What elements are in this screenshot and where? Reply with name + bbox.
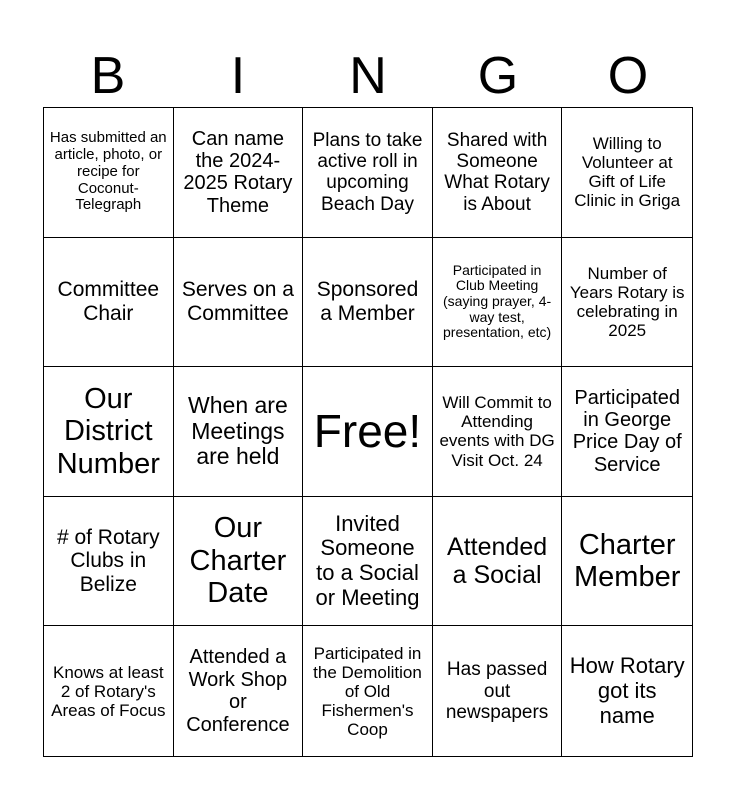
bingo-cell: Will Commit to Attending events with DG Visit Oct. 24	[433, 367, 563, 497]
bingo-cell: # of Rotary Clubs in Belize	[44, 497, 174, 627]
bingo-cell: Serves on a Committee	[174, 238, 304, 368]
header-letter-n: N	[349, 47, 387, 105]
bingo-cell: How Rotary got its name	[569, 653, 685, 728]
bingo-cell: Committee Chair	[44, 238, 174, 368]
bingo-cell: Knows at least 2 of Rotary's Areas of Focus	[44, 626, 174, 756]
free-space-cell: Free!	[303, 367, 433, 497]
bingo-cell: Shared with Someone What Rotary is About	[433, 108, 563, 238]
bingo-cell: Can name the 2024-2025 Rotary Theme	[174, 108, 304, 238]
bingo-cell: Invited Someone to a Social or Meeting	[303, 497, 433, 627]
bingo-cell: Participated in the Demolition of Old Fishermen's Coop	[303, 626, 433, 756]
header-letter-i: I	[230, 47, 246, 105]
bingo-cell: Number of Years Rotary is celebrating in 2025	[562, 238, 692, 368]
bingo-cell: Attended a Social	[433, 497, 563, 627]
header-letter-g: G	[477, 47, 519, 105]
bingo-cell: Charter Member	[562, 497, 692, 627]
bingo-cell: Has submitted an article, photo, or recipe for Coconut-Telegraph	[44, 108, 174, 238]
header-letter-o: O	[607, 47, 649, 105]
bingo-cell: Attended a Work Shop or Conference	[174, 626, 304, 756]
bingo-cell: Plans to take active roll in upcoming Beach Day	[303, 108, 433, 238]
bingo-cell: Willing to Volunteer at Gift of Life Clinic in Griga	[562, 108, 692, 238]
bingo-cell: Our District Number	[44, 367, 174, 497]
bingo-cell: Our Charter Date	[174, 497, 304, 627]
bingo-cell: When are Meetings are held	[174, 367, 304, 497]
bingo-cell: Has passed out newspapers	[433, 626, 563, 756]
bingo-header	[43, 44, 693, 108]
bingo-cell: Participated in George Price Day of Service	[562, 367, 692, 497]
bingo-cell: Sponsored a Member	[303, 238, 433, 368]
bingo-card-grid	[43, 107, 693, 757]
bingo-cell: Participated in Club Meeting (saying prayer, 4-way test, presentation, etc)	[433, 238, 563, 368]
header-letter-b: B	[90, 47, 126, 105]
